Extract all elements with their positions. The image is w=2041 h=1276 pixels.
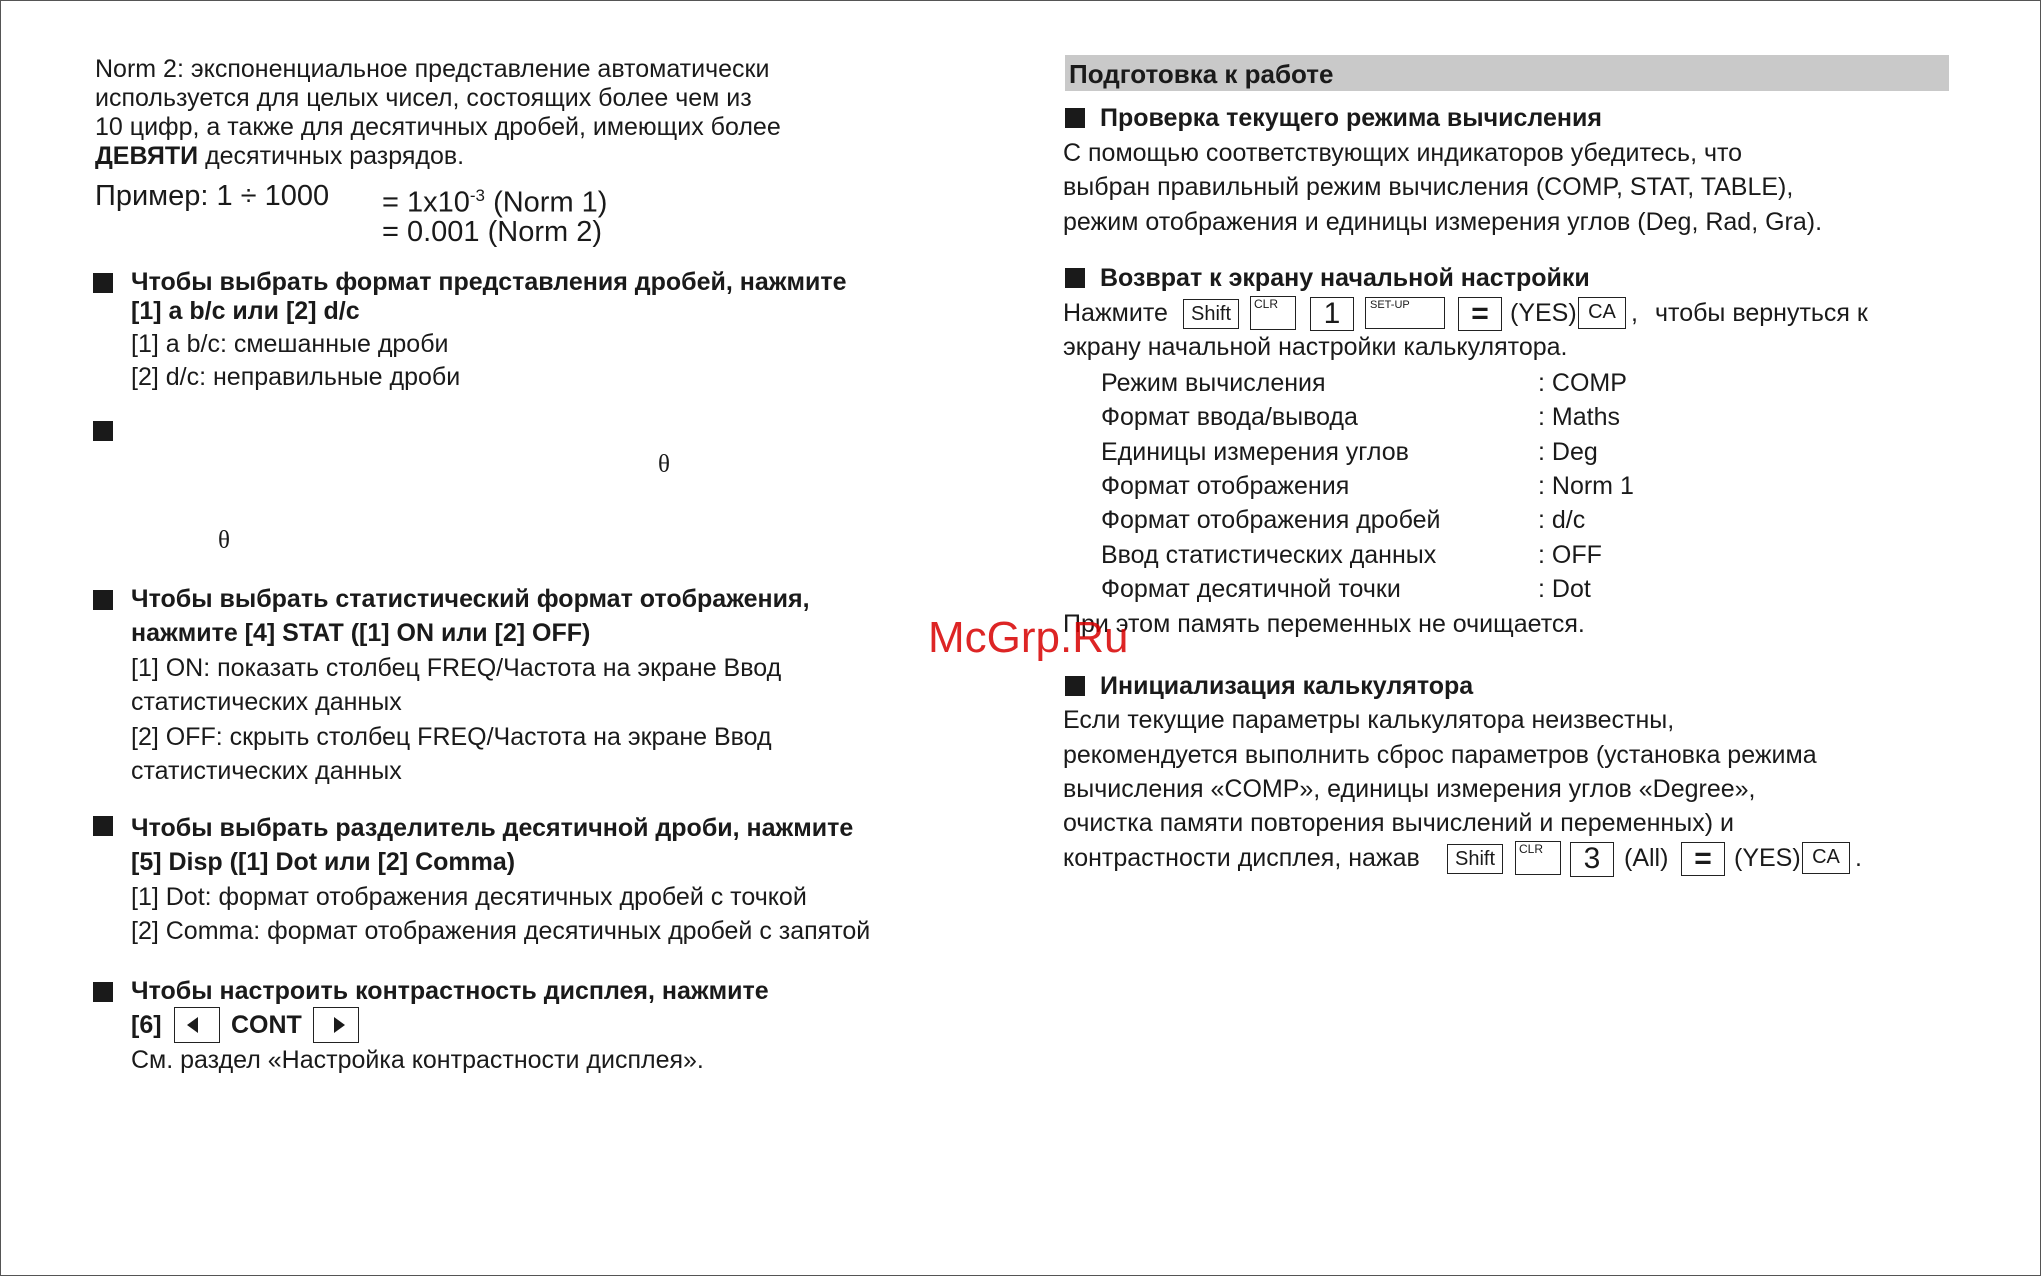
stat-item-1-cont: статистических данных [131, 688, 402, 716]
theta-symbol: θ [218, 527, 230, 554]
bullet-square [93, 816, 113, 836]
contrast-note: См. раздел «Настройка контрастности дисплея». [131, 1046, 704, 1074]
contrast-heading: Чтобы настроить контрастность дисплея, нажмите [131, 977, 769, 1005]
clr-key: CLR [1250, 296, 1296, 330]
bullet-square [1065, 268, 1085, 288]
init-last-line: контрастности дисплея, нажав [1063, 844, 1420, 872]
init-all: (All) [1624, 844, 1669, 872]
disp-item-1: [1] Dot: формат отображения десятичных дробей с точкой [131, 883, 807, 911]
reset-comma: , [1631, 299, 1638, 327]
setting-value: : Norm 1 [1538, 472, 1634, 500]
right-arrow-icon [334, 1017, 345, 1033]
stat-item-1: [1] ON: показать столбец FREQ/Частота на экране Ввод [131, 654, 782, 682]
init-heading: Инициализация калькулятора [1100, 672, 1474, 700]
norm2-line-4 [95, 139, 464, 173]
example-norm1-suffix: (Norm 1) [485, 186, 608, 219]
reset-tail: чтобы вернуться к [1655, 299, 1868, 327]
theta-symbol: θ [658, 451, 670, 478]
one-key: 1 [1310, 297, 1354, 331]
stat-heading-2: нажмите [4] STAT ([1] ON или [2] OFF) [131, 619, 591, 647]
check-line-1: С помощью соответствующих индикаторов убедитесь, что [1063, 139, 1743, 167]
setting-name: Режим вычисления [1101, 369, 1326, 397]
contrast-cont: CONT [231, 1011, 302, 1039]
bullet-square [93, 982, 113, 1002]
init-line-1: Если текущие параметры калькулятора неизвестны, [1063, 706, 1675, 734]
init-line-2: рекомендуется выполнить сброс параметров (установка режима [1063, 741, 1817, 769]
reset-heading: Возврат к экрану начальной настройки [1100, 264, 1590, 292]
stat-item-2: [2] OFF: скрыть столбец FREQ/Частота на экране Ввод [131, 723, 772, 751]
norm2-rest: десятичных разрядов. [198, 142, 465, 170]
setup-key: SET-UP [1365, 297, 1445, 329]
example-norm1-base: = 1x10 [382, 186, 470, 219]
example-norm1-exponent: -3 [469, 186, 486, 205]
left-arrow-icon [187, 1017, 198, 1033]
check-line-3: режим отображения и единицы измерения углов (Deg, Rad, Gra). [1063, 208, 1823, 236]
bullet-square [93, 421, 113, 441]
disp-heading-1: Чтобы выбрать разделитель десятичной дроби, нажмите [131, 814, 854, 842]
ca-key: CA [1802, 842, 1850, 874]
shift-key: Shift [1447, 844, 1503, 874]
setting-value: : Dot [1538, 575, 1591, 603]
example-norm2: = 0.001 (Norm 2) [382, 216, 603, 248]
init-yes: (YES) [1734, 844, 1801, 872]
clr-key: CLR [1515, 841, 1561, 875]
setting-name: Ввод статистических данных [1101, 541, 1437, 569]
norm2-line-3: 10 цифр, а также для десятичных дробей, имеющих более [95, 113, 781, 141]
check-line-2: выбран правильный режим вычисления (COMP, STAT, TABLE), [1063, 173, 1794, 201]
setting-name: Единицы измерения углов [1101, 438, 1409, 466]
disp-heading-2: [5] Disp ([1] Dot или [2] Comma) [131, 848, 516, 876]
setting-value: : COMP [1538, 369, 1627, 397]
equals-key: = [1458, 297, 1502, 331]
norm2-line-2: используется для целых чисел, состоящих более чем из [95, 84, 752, 112]
setting-value: : Deg [1538, 438, 1598, 466]
fraction-heading-1: Чтобы выбрать формат представления дробей, нажмите [131, 268, 847, 296]
setting-name: Формат отображения дробей [1101, 506, 1441, 534]
fraction-item-2: [2] d/c: неправильные дроби [131, 363, 461, 391]
setting-name: Формат десятичной точки [1101, 575, 1401, 603]
three-key: 3 [1570, 842, 1614, 877]
setting-name: Формат ввода/вывода [1101, 403, 1358, 431]
fraction-item-1: [1] a b/c: смешанные дроби [131, 330, 449, 358]
disp-item-2: [2] Comma: формат отображения десятичных дробей с запятой [131, 917, 871, 945]
reset-press: Нажмите [1063, 299, 1168, 327]
example-label: Пример: 1 ÷ 1000 [95, 180, 330, 212]
section-title: Подготовка к работе [1069, 59, 1334, 89]
init-period: . [1855, 844, 1862, 872]
memory-note: При этом память переменных не очищается. [1063, 610, 1585, 638]
bullet-square [93, 273, 113, 293]
norm2-bold-word: ДЕВЯТИ [95, 142, 199, 170]
bullet-square [1065, 676, 1085, 696]
reset-yes: (YES) [1510, 299, 1577, 327]
bullet-square [1065, 108, 1085, 128]
init-line-4: очистка памяти повторения вычислений и переменных) и [1063, 809, 1734, 837]
shift-key: Shift [1183, 299, 1239, 329]
stat-heading-1: Чтобы выбрать статистический формат отображения, [131, 585, 810, 613]
left-arrow-key [174, 1007, 220, 1043]
watermark: McGrp.Ru [928, 613, 1129, 662]
setting-value: : d/c [1538, 506, 1586, 534]
bullet-square [93, 590, 113, 610]
equals-key: = [1681, 842, 1725, 876]
reset-line-2: экрану начальной настройки калькулятора. [1063, 333, 1568, 361]
fraction-heading-2: [1] a b/c или [2] d/c [131, 297, 360, 325]
setting-value: : OFF [1538, 541, 1602, 569]
contrast-key-prefix: [6] [131, 1011, 162, 1039]
stat-item-2-cont: статистических данных [131, 757, 402, 785]
norm2-line-1: Norm 2: экспоненциальное представление автоматически [95, 55, 770, 83]
check-heading: Проверка текущего режима вычисления [1100, 104, 1602, 132]
right-arrow-key [313, 1007, 359, 1043]
init-line-3: вычисления «COMP», единицы измерения углов «Degree», [1063, 775, 1756, 803]
ca-key: CA [1578, 297, 1626, 329]
setting-name: Формат отображения [1101, 472, 1350, 500]
setting-value: : Maths [1538, 403, 1620, 431]
